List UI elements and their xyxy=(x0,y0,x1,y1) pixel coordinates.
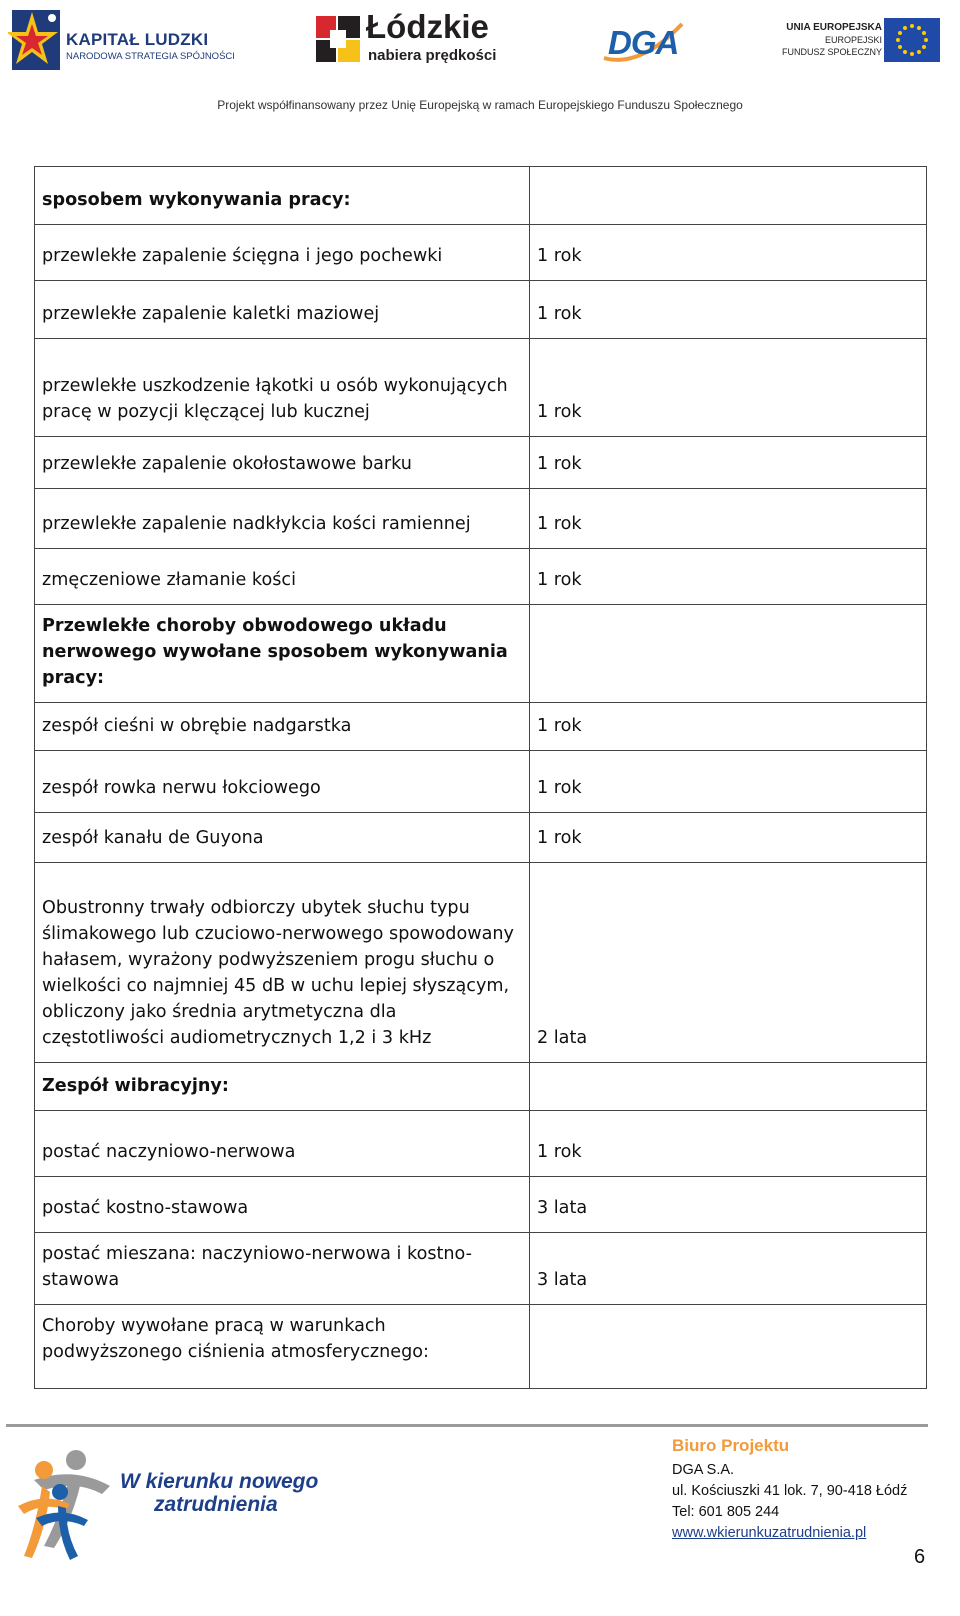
eu-line-3: FUNDUSZ SPOŁECZNY xyxy=(781,47,882,57)
period-cell: 3 lata xyxy=(530,1233,927,1305)
table-row xyxy=(35,225,927,281)
table-row xyxy=(35,1305,927,1389)
eu-flag-icon xyxy=(884,18,940,62)
eu-line-1: UNIA EUROPEJSKA xyxy=(786,22,882,33)
condition-cell: Obustronny trwały odbiorczy ubytek słuchu typu ślimakowego lub czuciowo-nerwowego spowodowany hałasem, wyrażony podwyższeniem progu słuchu o wielkości co najmniej 45 dB w uchu lepiej słyszącym, obliczony jako średnia arytmetyczna dla częstotliwości audiometrycznych 1,2 i 3 kHz xyxy=(35,863,530,1063)
lodzkie-squares-icon xyxy=(316,16,360,62)
condition-cell: postać naczyniowo-nerwowa xyxy=(35,1111,530,1177)
table-row xyxy=(35,1111,927,1177)
table-row xyxy=(35,703,927,751)
office-company: DGA S.A. xyxy=(672,1462,735,1478)
w-kierunku-line-1: W kierunku nowego xyxy=(120,1470,319,1493)
table-row xyxy=(35,1233,927,1305)
lodzkie-subtitle: nabiera prędkości xyxy=(368,47,497,64)
table-row xyxy=(35,1177,927,1233)
header-logos xyxy=(0,0,960,130)
condition-cell: zespół kanału de Guyona xyxy=(35,813,530,863)
condition-cell: zmęczeniowe złamanie kości xyxy=(35,549,530,605)
kapital-ludzki-star-icon xyxy=(8,6,64,72)
w-kierunku-line-2: zatrudnienia xyxy=(154,1493,278,1516)
office-address: ul. Kościuszki 41 lok. 7, 90-418 Łódź xyxy=(672,1483,908,1499)
period-cell: 1 rok xyxy=(530,281,927,339)
table-row xyxy=(35,339,927,437)
lodzkie-title: Łódzkie xyxy=(366,8,489,45)
disease-period-table xyxy=(34,166,927,1389)
period-cell: 1 rok xyxy=(530,751,927,813)
dga-logo-text: DGA xyxy=(608,24,679,61)
period-cell: 1 rok xyxy=(530,1111,927,1177)
period-cell xyxy=(530,1063,927,1111)
condition-cell: przewlekłe zapalenie nadkłykcia kości ramiennej xyxy=(35,489,530,549)
period-cell: 3 lata xyxy=(530,1177,927,1233)
period-cell: 1 rok xyxy=(530,225,927,281)
table-row xyxy=(35,813,927,863)
period-cell: 1 rok xyxy=(530,437,927,489)
office-website-link[interactable]: www.wkierunkuzatrudnienia.pl xyxy=(672,1525,867,1541)
w-kierunku-logo xyxy=(14,1436,319,1564)
condition-cell: przewlekłe zapalenie kaletki maziowej xyxy=(35,281,530,339)
period-cell: 1 rok xyxy=(530,489,927,549)
lodzkie-logo xyxy=(316,8,516,70)
condition-cell: przewlekłe zapalenie okołostawowe barku xyxy=(35,437,530,489)
project-office-info xyxy=(672,1436,907,1544)
dga-logo xyxy=(600,14,686,66)
table-row xyxy=(35,605,927,703)
period-cell: 1 rok xyxy=(530,339,927,437)
page-number: 6 xyxy=(914,1546,926,1568)
section-heading-cell: sposobem wykonywania pracy: xyxy=(35,167,530,225)
period-cell: 1 rok xyxy=(530,549,927,605)
section-heading-cell: Zespół wibracyjny: xyxy=(35,1063,530,1111)
table-row xyxy=(35,437,927,489)
period-cell xyxy=(530,605,927,703)
kapital-ludzki-subtitle: NARODOWA STRATEGIA SPÓJNOŚCI xyxy=(66,51,235,62)
condition-cell: przewlekłe zapalenie ścięgna i jego pochewki xyxy=(35,225,530,281)
condition-cell: przewlekłe uszkodzenie łąkotki u osób wykonujących pracę w pozycji klęczącej lub kucznej xyxy=(35,339,530,437)
section-heading-cell: Przewlekłe choroby obwodowego układu nerwowego wywołane sposobem wykonywania pracy: xyxy=(35,605,530,703)
table-row xyxy=(35,751,927,813)
condition-cell: zespół cieśni w obrębie nadgarstka xyxy=(35,703,530,751)
people-figures-icon xyxy=(14,1436,124,1564)
period-cell xyxy=(530,1305,927,1389)
condition-cell: postać mieszana: naczyniowo-nerwowa i kostno-stawowa xyxy=(35,1233,530,1305)
table-row xyxy=(35,167,927,225)
condition-cell: zespół rowka nerwu łokciowego xyxy=(35,751,530,813)
footer-divider xyxy=(6,1424,928,1427)
period-cell xyxy=(530,167,927,225)
condition-cell: postać kostno-stawowa xyxy=(35,1177,530,1233)
table-row xyxy=(35,1063,927,1111)
office-title: Biuro Projektu xyxy=(672,1436,790,1455)
kapital-ludzki-logo xyxy=(8,6,238,72)
table-row xyxy=(35,489,927,549)
period-cell: 1 rok xyxy=(530,813,927,863)
eu-line-2: EUROPEJSKI xyxy=(824,35,882,45)
period-cell: 1 rok xyxy=(530,703,927,751)
kapital-ludzki-title: KAPITAŁ LUDZKI xyxy=(66,30,209,49)
table-row xyxy=(35,281,927,339)
table-row xyxy=(35,549,927,605)
office-phone: Tel: 601 805 244 xyxy=(672,1504,780,1520)
table-row xyxy=(35,863,927,1063)
period-cell: 2 lata xyxy=(530,863,927,1063)
project-cofinancing-note: Projekt współfinansowany przez Unię Europejską w ramach Europejskiego Funduszu Społecznego xyxy=(217,98,743,112)
eu-logo xyxy=(770,16,950,66)
condition-cell: Choroby wywołane pracą w warunkach podwyższonego ciśnienia atmosferycznego: xyxy=(35,1305,530,1389)
